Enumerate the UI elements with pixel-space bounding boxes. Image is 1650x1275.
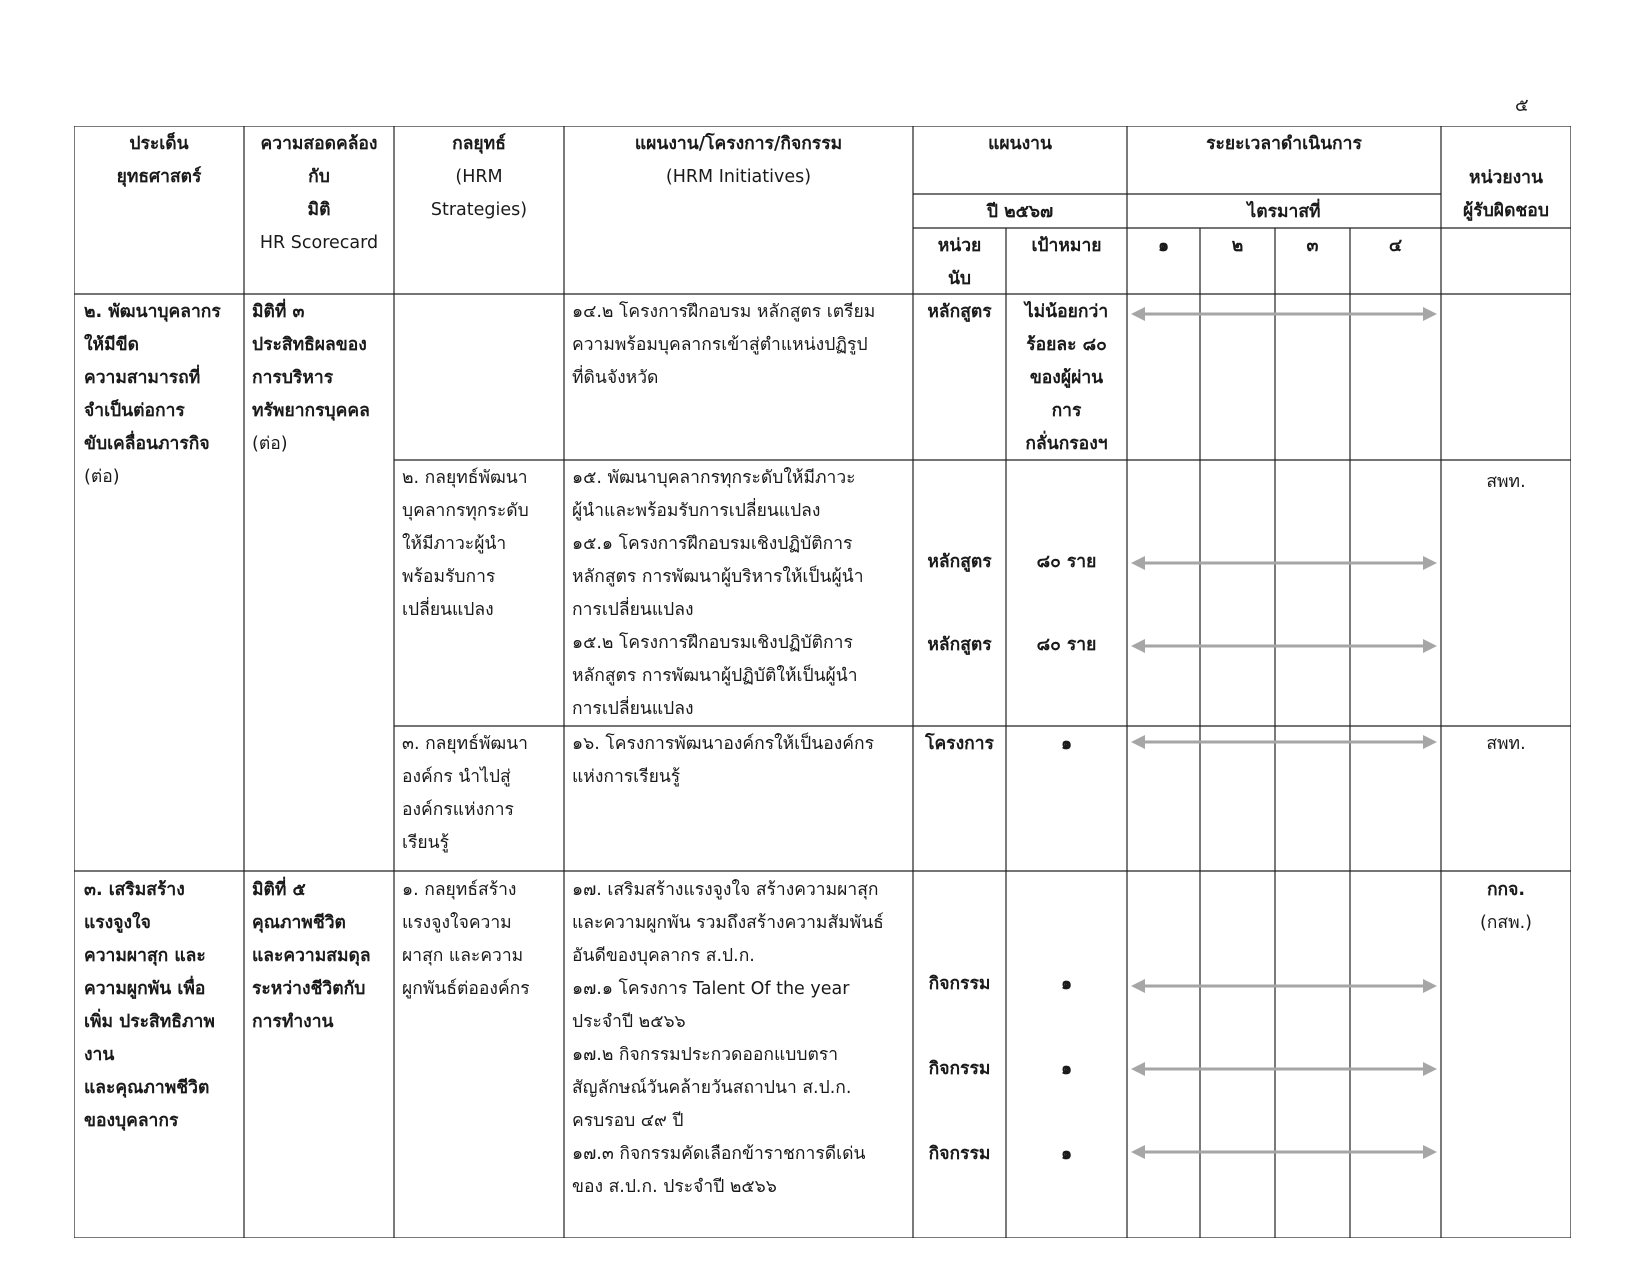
header-alignment: ความสอดคล้อง กับ มิติ HR Scorecard [259, 134, 379, 253]
header-strategy: กลยุทธ์ (HRM Strategies) [430, 134, 528, 220]
header-initiatives: แผนงาน/โครงการ/กิจกรรม (HRM Initiatives) [634, 134, 843, 187]
timeline-arrow-17-3 [1131, 1145, 1437, 1159]
section3-alignment: มิติที่ ๕ คุณภาพชีวิต และความสมดุล ระหว่างชีวิตกับ การทำงาน [252, 880, 371, 1032]
header-plan-year: ปี ๒๕๖๗ [986, 202, 1054, 222]
unit-15-1: หลักสูตร [927, 552, 992, 572]
initiative-14-2: ๑๔.๒ โครงการฝึกอบรม หลักสูตร เตรียม ความพร้อมบุคลากรเข้าสู่ตำแหน่งปฏิรูป ที่ดินจังหวัด [572, 302, 876, 388]
unit-17-3: กิจกรรม [928, 1144, 991, 1164]
hr-strategy-plan-table [74, 126, 1571, 1238]
section2-alignment: มิติที่ ๓ ประสิทธิผลของ การบริหาร ทรัพยากรบุคคล (ต่อ) [252, 302, 370, 454]
strategy-2-leadership: ๒. กลยุทธ์พัฒนา บุคลากรทุกระดับ ให้มีภาวะผู้นำ พร้อมรับการ เปลี่ยนแปลง [402, 468, 529, 620]
timeline-arrow-17-2 [1131, 1062, 1437, 1076]
timeline-arrow-15-1 [1131, 556, 1437, 570]
strategy-3-learning-org: ๓. กลยุทธ์พัฒนา องค์กร นำไปสู่ องค์กรแห่งการ เรียนรู้ [402, 734, 529, 853]
header-unit: หน่วย นับ [937, 236, 982, 289]
initiative-16: ๑๖. โครงการพัฒนาองค์กรให้เป็นองค์กร แห่งการเรียนรู้ [572, 734, 874, 787]
initiative-15: ๑๕. พัฒนาบุคลากรทุกระดับให้มีภาวะ ผู้นำและพร้อมรับการเปลี่ยนแปลง ๑๕.๑ โครงการฝึกอบรมเชิงปฏิบัติการ หลักสูตร การพัฒนาผู้บริหารให้เป็นผู้นำ การเปลี่ยนแปลง ๑๕.๒ โครงการฝึกอบรมเชิงปฏิบัติการ หลักสูตร การพัฒนาผู้ปฏิบัติให้เป็นผู้นำ การเปลี่ยนแปลง [572, 468, 864, 719]
header-quarter-2: ๒ [1231, 236, 1244, 256]
target-17-1: ๑ [1060, 974, 1073, 994]
unit-17-1: กิจกรรม [928, 974, 991, 994]
header-responsible: หน่วยงาน ผู้รับผิดชอบ [1463, 168, 1549, 221]
timeline-arrow-16 [1131, 735, 1437, 749]
timeline-arrow-15-2 [1131, 639, 1437, 653]
header-quarter: ไตรมาสที่ [1247, 202, 1321, 222]
header-issue: ประเด็น ยุทธศาสตร์ [116, 134, 202, 187]
section3-strategy: ๑. กลยุทธ์สร้าง แรงจูงใจความ ผาสุก และความ ผูกพันธ์ต่อองค์กร [402, 880, 530, 999]
target-17-3: ๑ [1060, 1144, 1073, 1164]
responsible-17: กกจ. (กสพ.) [1479, 880, 1533, 933]
page-number: ๕ [1515, 95, 1529, 116]
header-quarter-3: ๓ [1306, 236, 1319, 256]
unit-17-2: กิจกรรม [928, 1059, 991, 1079]
responsible-16: สพท. [1486, 734, 1526, 754]
responsible-15: สพท. [1486, 472, 1526, 492]
header-target: เป้าหมาย [1031, 236, 1102, 256]
target-16: ๑ [1060, 734, 1073, 754]
header-quarter-4: ๔ [1388, 236, 1403, 256]
unit-16: โครงการ [925, 734, 994, 754]
unit-14-2: หลักสูตร [927, 302, 992, 322]
timeline-arrow-17-1 [1131, 979, 1437, 993]
header-period: ระยะเวลาดำเนินการ [1206, 134, 1362, 154]
target-15-2: ๘๐ ราย [1036, 635, 1097, 655]
initiative-17: ๑๗. เสริมสร้างแรงจูงใจ สร้างความผาสุก และความผูกพัน รวมถึงสร้างความสัมพันธ์ อันดีของบุคลากร ส.ป.ก. ๑๗.๑ โครงการ Talent Of the year ประจำปี ๒๕๖๖ ๑๗.๒ กิจกรรมประกวดออกแบบตรา สัญลักษณ์วันคล้ายวันสถาปนา ส.ป.ก. ครบรอบ ๔๙ ปี ๑๗.๓ กิจกรรมคัดเลือกข้าราชการดีเด่น ของ ส.ป.ก. ประจำปี ๒๕๖๖ [572, 880, 884, 1197]
timeline-arrows [1127, 126, 1441, 1238]
unit-15-2: หลักสูตร [927, 635, 992, 655]
target-17-2: ๑ [1060, 1059, 1073, 1079]
target-15-1: ๘๐ ราย [1036, 552, 1097, 572]
header-plan: แผนงาน [988, 134, 1052, 154]
timeline-arrow-14-2 [1131, 307, 1437, 321]
section3-issue: ๓. เสริมสร้าง แรงจูงใจ ความผาสุก และ ความผูกพัน เพื่อ เพิ่ม ประสิทธิภาพ งาน และคุณภาพชีวิต ของบุคลากร [84, 880, 215, 1131]
section2-issue: ๒. พัฒนาบุคลากร ให้มีขีด ความสามารถที่ จำเป็นต่อการ ขับเคลื่อนภารกิจ (ต่อ) [84, 302, 221, 487]
header-quarter-1: ๑ [1157, 236, 1170, 256]
target-14-2: ไม่น้อยกว่า ร้อยละ ๘๐ ของผู้ผ่าน การ กลั่นกรองฯ [1024, 302, 1109, 454]
